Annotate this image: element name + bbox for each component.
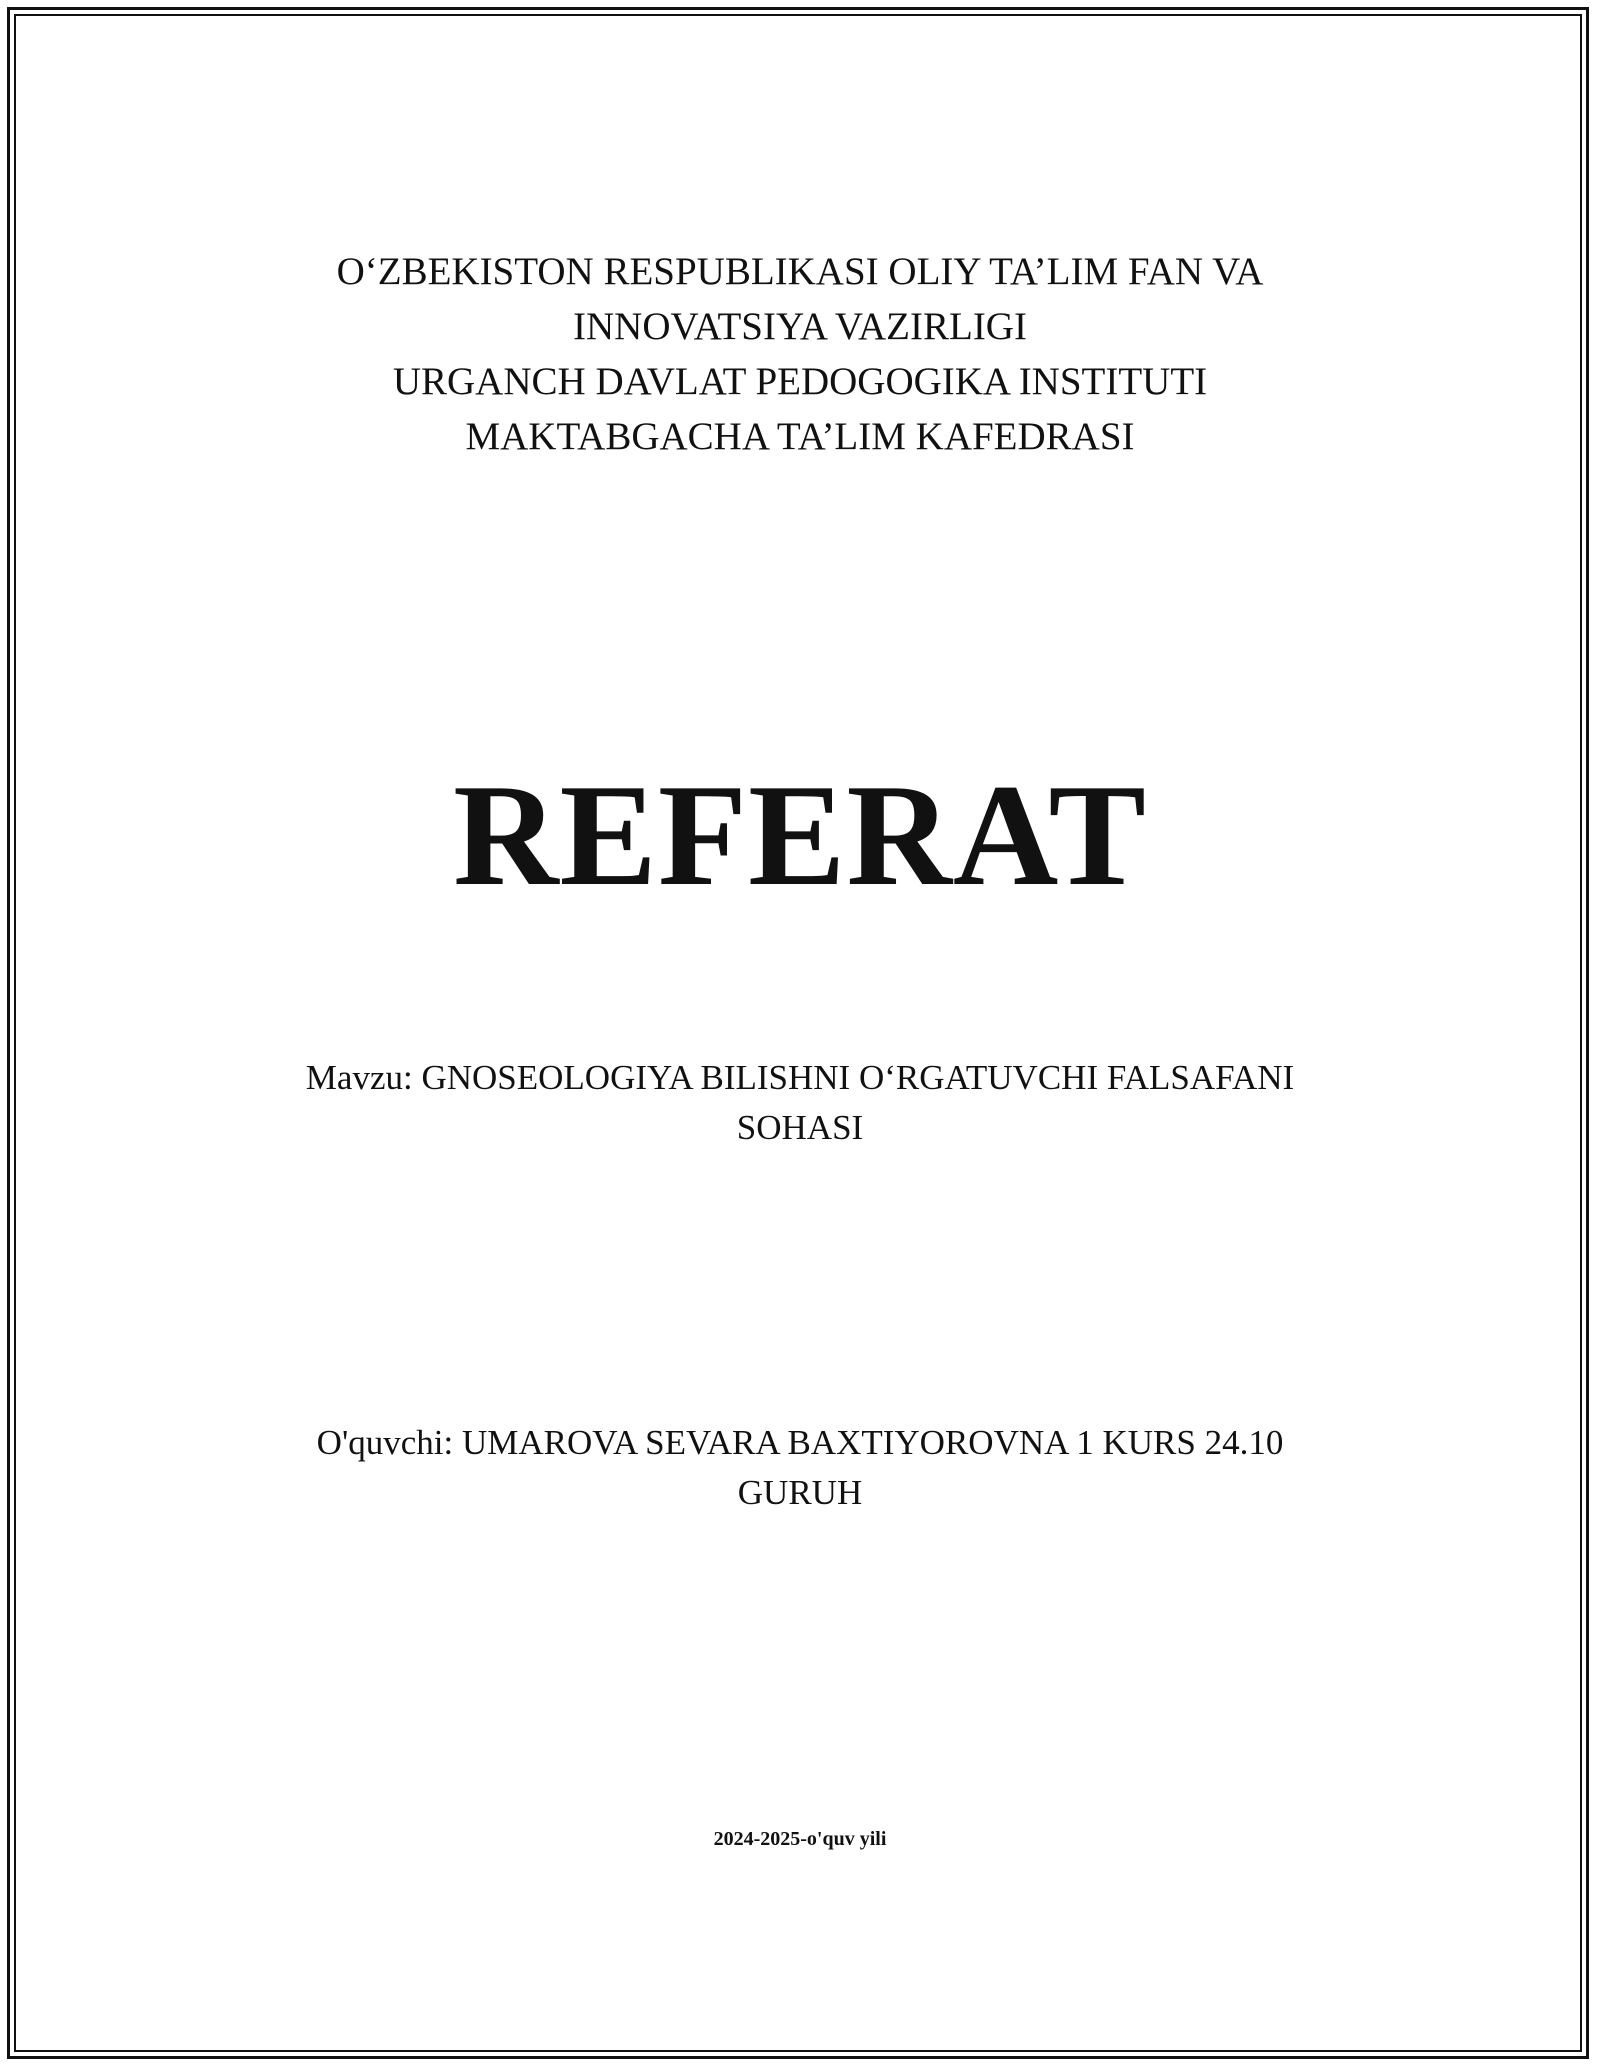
header-line-department: MAKTABGACHA TA’LIM KAFEDRASI: [465, 415, 1135, 458]
academic-year: 2024-2025-o'quv yili: [713, 1828, 887, 1850]
topic-line-1: Mavzu: GNOSEOLOGIYA BILISHNI O‘RGATUVCHI FALSAFANI: [305, 1058, 1295, 1097]
institution-header: [0, 244, 1600, 464]
topic-line-2: SOHASI: [736, 1108, 864, 1147]
header-line-ministry-2: INNOVATSIYA VAZIRLIGI: [573, 305, 1027, 348]
header-line-institute: URGANCH DAVLAT PEDOGOGIKA INSTITUTI: [392, 360, 1208, 403]
topic-section: [0, 1053, 1600, 1153]
document-title: REFERAT: [453, 754, 1147, 916]
student-line-2: GURUH: [737, 1473, 863, 1512]
header-line-ministry-1: O‘ZBEKISTON RESPUBLIKASI OLIY TA’LIM FAN VA: [336, 250, 1264, 293]
student-section: [0, 1418, 1600, 1518]
student-line-1: O'quvchi: UMAROVA SEVARA BAXTIYOROVNA 1 KURS 24.10: [316, 1423, 1284, 1462]
